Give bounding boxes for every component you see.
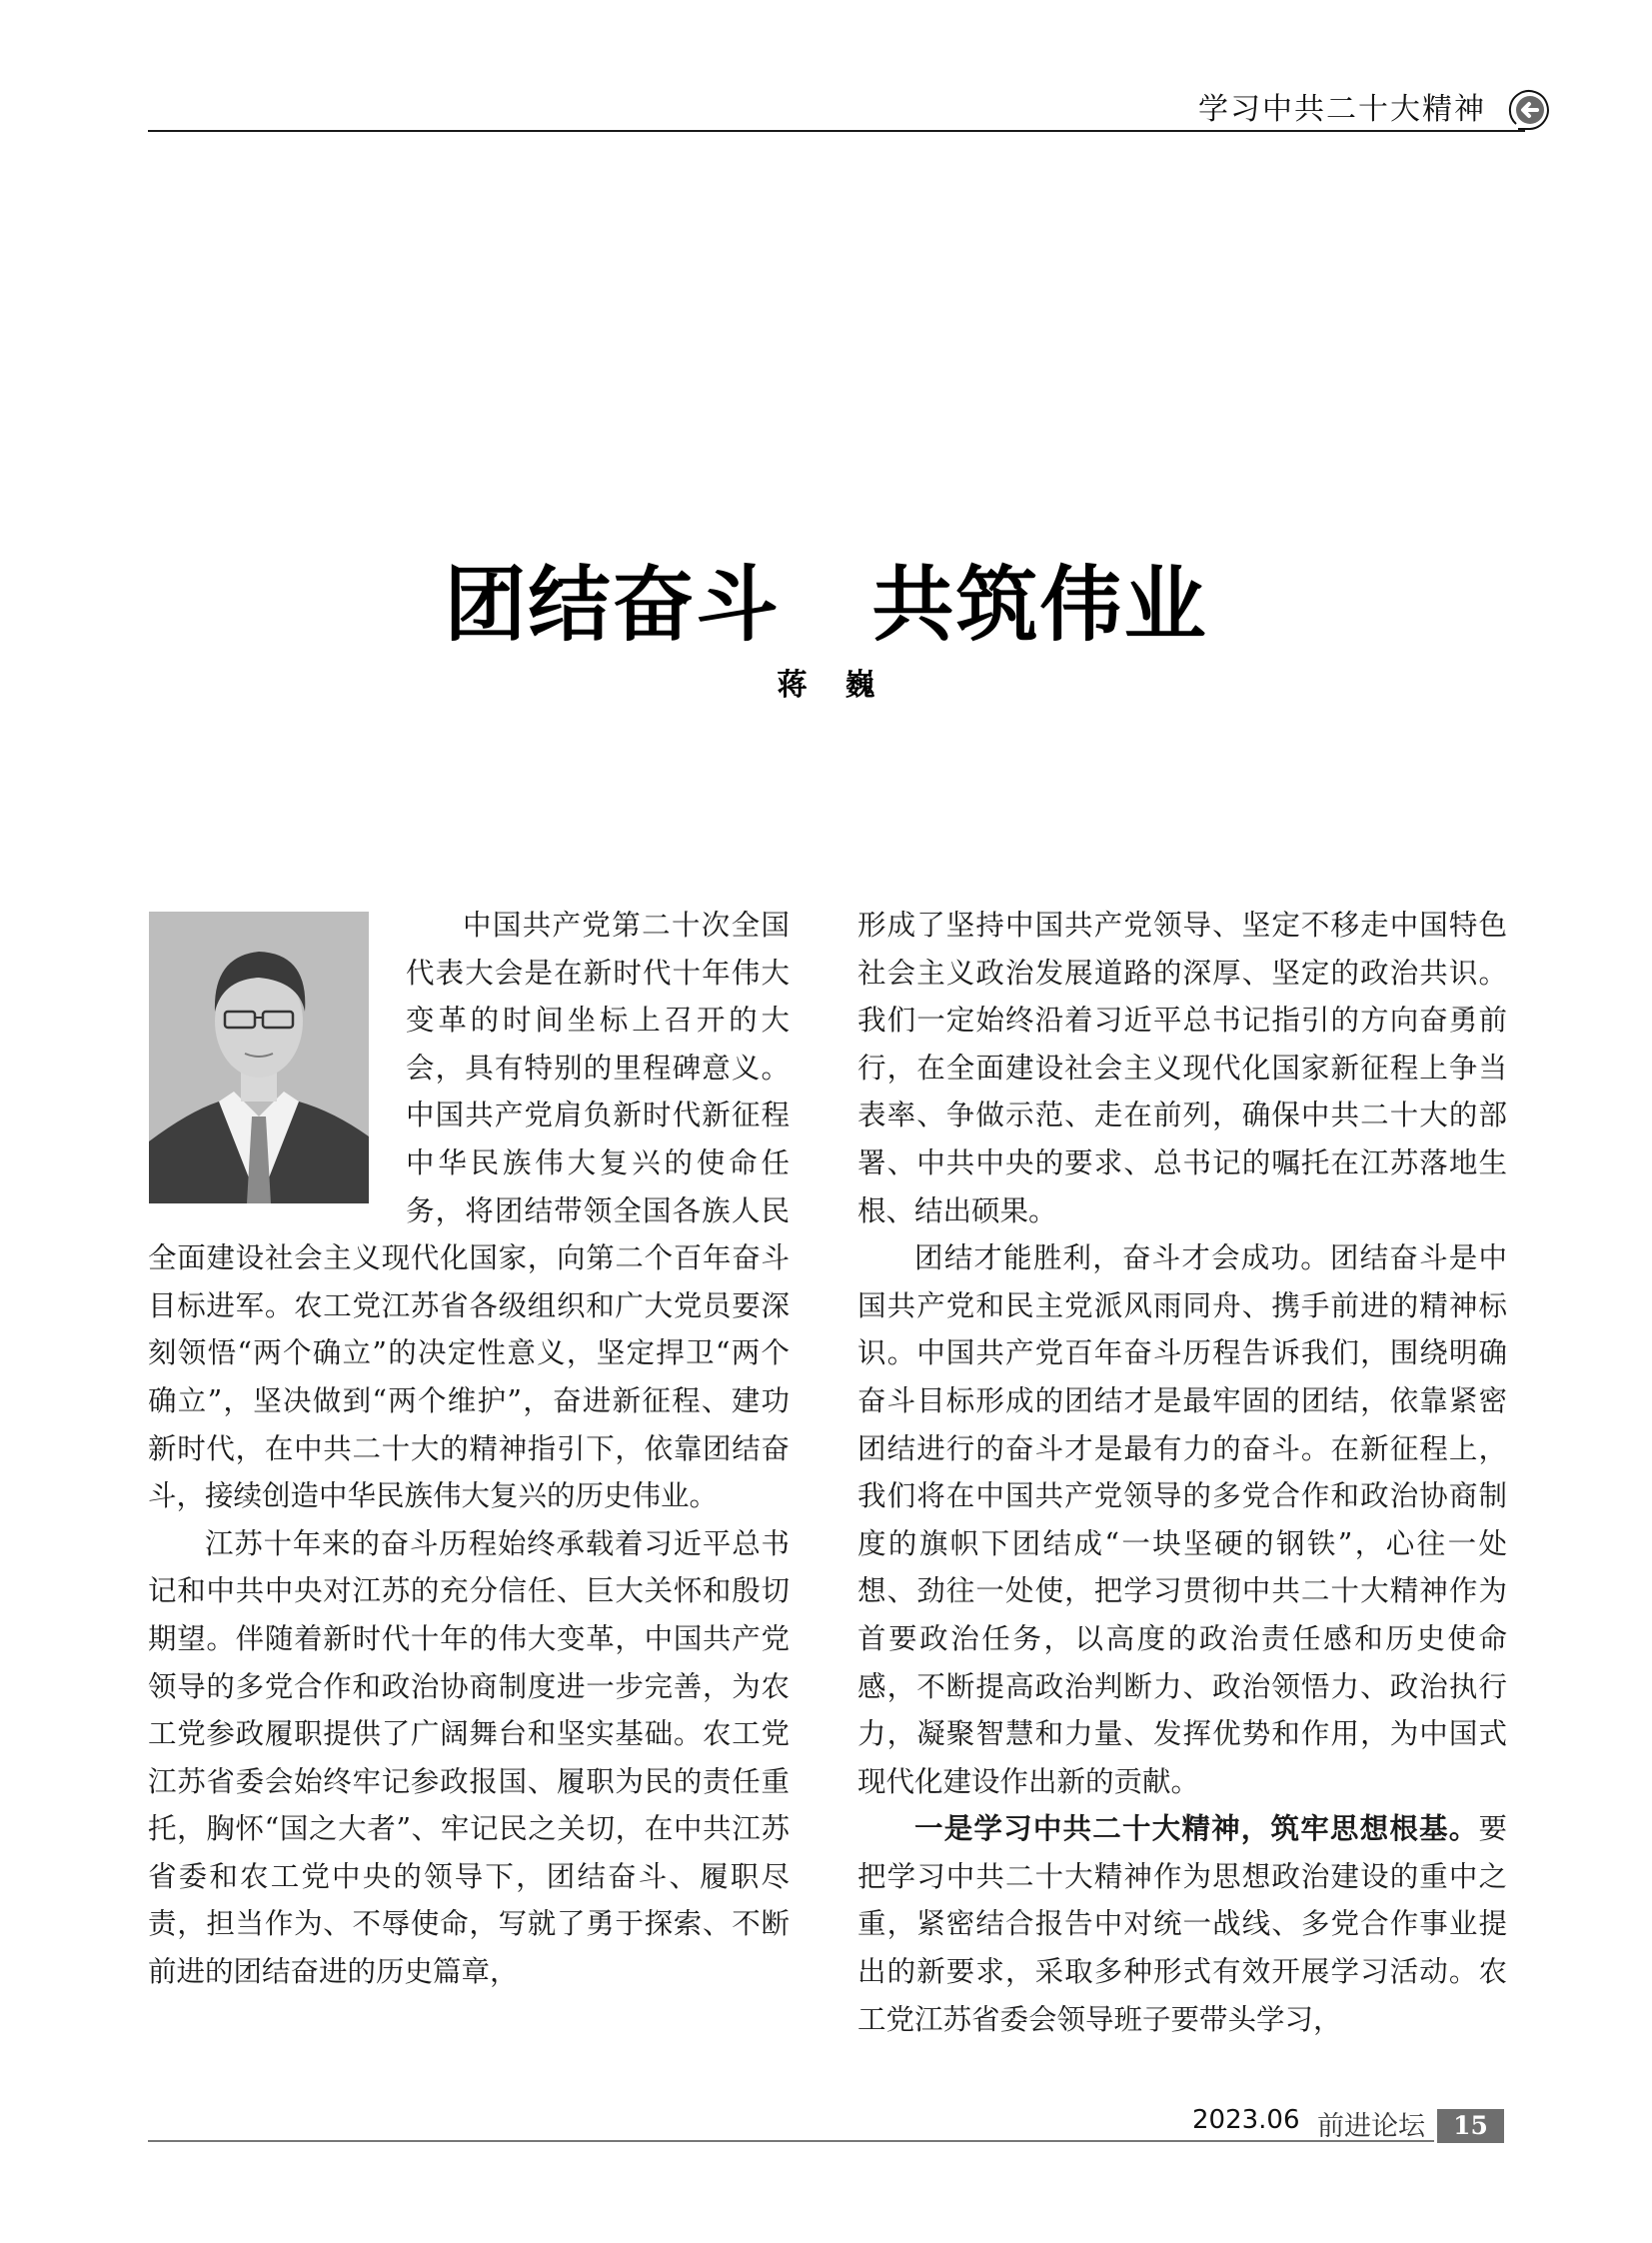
- paragraph: 形成了坚持中国共产党领导、坚定不移走中国特色社会主义政治发展道路的深厚、坚定的政治共识。我们一定始终沿着习近平总书记指引的方向奋勇前行，在全面建设社会主义现代化国家新征程上争当表率、争做示范、走在前列，确保中共二十大的部署、中共中央的要求、总书记的嘱托在江苏落地生根、结出硕果。: [857, 909, 1507, 1227]
- paragraph: 中国共产党第二十次全国代表大会是在新时代十年伟大变革的时间坐标上召开的大会，具有特别的里程碑意义。中国共产党肩负新时代新征程中华民族伟大复兴的使命任务，将团结带领全国各族人民全面建设社会主义现代化国家，向第二个百年奋斗目标进军。农工党江苏省各级组织和广大党员要深刻领悟“两个确立”的决定性意义，坚定捍卫“两个确立”，坚决做到“两个维护”，奋进新征程、建功新时代，在中共二十大的精神指引下，依靠团结奋斗，接续创造中华民族伟大复兴的历史伟业。: [148, 909, 790, 1513]
- paragraph: [857, 1805, 1507, 2043]
- right-column: [857, 902, 1507, 2043]
- title-part-2: 共筑伟业: [871, 558, 1208, 653]
- title-part-1: 团结奋斗: [444, 558, 781, 653]
- paragraph: 江苏十年来的奋斗历程始终承载着习近平总书记和中共中央对江苏的充分信任、巨大关怀和殷切期望。伴随着新时代十年的伟大变革，中国共产党领导的多党合作和政治协商制度进一步完善，为农工党参政履职提供了广阔舞台和坚实基础。农工党江苏省委会始终牢记参政报国、履职为民的责任重托，胸怀“国之大者”、牢记民之关切，在中共江苏省委和农工党中央的领导下，团结奋斗、履职尽责，担当作为、不辱使命，写就了勇于探索、不断前进的团结奋进的历史篇章，: [148, 1526, 790, 1989]
- section-title: 学习中共二十大精神: [1198, 92, 1486, 127]
- left-column: [148, 902, 790, 1996]
- page-number: 15: [1437, 2109, 1504, 2143]
- author-name: 蒋巍: [777, 668, 913, 703]
- section-text: 要把学习中共二十大精神作为思想政治建设的重中之重，紧密结合报告中对统一战线、多党合作事业提出的新要求，采取多种形式有效开展学习活动。农工党江苏省委会领导班子要带头学习，: [857, 1812, 1507, 2036]
- circle-arrow-left-icon: [1508, 88, 1552, 132]
- section-heading: 一是学习中共二十大精神，筑牢思想根基。: [914, 1812, 1479, 1846]
- header-rule: [148, 130, 1525, 132]
- issue-date: 2023.06: [1192, 2105, 1300, 2135]
- journal-name: 前进论坛: [1317, 2111, 1425, 2142]
- paragraph: 团结才能胜利，奋斗才会成功。团结奋斗是中国共产党和民主党派风雨同舟、携手前进的精神标识。中国共产党百年奋斗历程告诉我们，围绕明确奋斗目标形成的团结才是最牢固的团结，依靠紧密团结进行的奋斗才是最有力的奋斗。在新征程上，我们将在中国共产党领导的多党合作和政治协商制度的旗帜下团结成“一块坚硬的钢铁”，心往一处想、劲往一处使，把学习贯彻中共二十大精神作为首要政治任务，以高度的政治责任感和历史使命感，不断提高政治判断力、政治领悟力、政治执行力，凝聚智慧和力量、发挥优势和作用，为中国式现代化建设作出新的贡献。: [857, 1241, 1507, 1798]
- article-title: [0, 540, 1652, 657]
- photo-wrap-space: [148, 902, 406, 1234]
- footer-rule: [148, 2140, 1434, 2142]
